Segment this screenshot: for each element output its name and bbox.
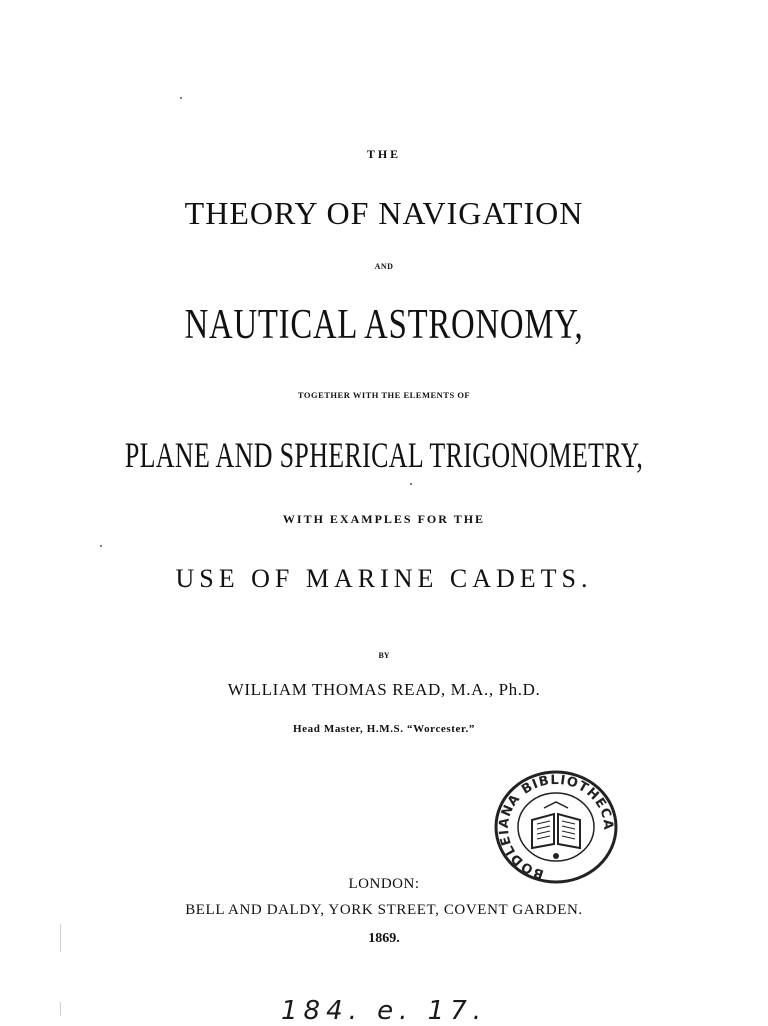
paper-speck	[180, 97, 182, 99]
author-title: Head Master, H.M.S. “Worcester.”	[293, 723, 475, 735]
imprint-city: LONDON:	[348, 876, 420, 892]
title-with-examples: WITH EXAMPLES FOR THE	[282, 512, 486, 526]
title-main: THEORY OF NAVIGATION	[184, 195, 584, 231]
library-shelfmark: 184. e. 17.	[280, 996, 488, 1026]
paper-speck	[410, 483, 412, 485]
title-article: THE	[366, 147, 402, 161]
author-by: BY	[378, 651, 390, 660]
title-second: NAUTICAL ASTRONOMY,	[184, 302, 584, 348]
title-conjunction: AND	[374, 262, 394, 271]
bodleian-library-stamp	[492, 768, 620, 886]
open-book-seal-icon	[532, 802, 580, 859]
paper-speck	[100, 545, 102, 547]
imprint-publisher: BELL AND DALDY, YORK STREET, COVENT GARDEN.	[185, 902, 583, 918]
stamp-text: BODLEIANA BIBLIOTHECA	[496, 772, 616, 882]
author-name: WILLIAM THOMAS READ, M.A., Ph.D.	[227, 680, 541, 699]
imprint-year: 1869.	[368, 931, 400, 946]
title-together: TOGETHER WITH THE ELEMENTS OF	[297, 390, 471, 400]
title-fourth: USE OF MARINE CADETS.	[175, 564, 593, 593]
title-third: PLANE AND SPHERICAL TRIGONOMETRY,	[124, 435, 644, 475]
